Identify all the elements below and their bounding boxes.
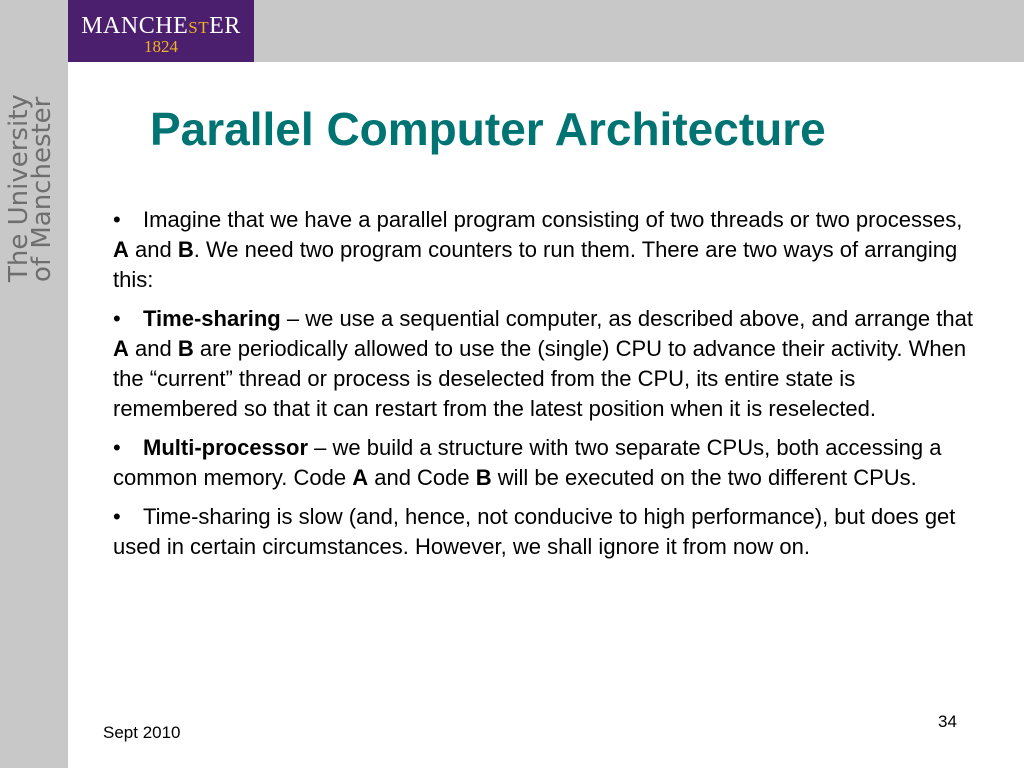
footer-date: Sept 2010 — [103, 723, 181, 742]
bullet-paragraph: • Time-sharing – we use a sequential computer, as described above, and arrange that A and B are periodically allowed to use the (single) CPU to advance their activity. When the “current” thread or process is deselected from the CPU, its entire state is remembered so that it can restart from the latest position when it is reselected. — [113, 306, 973, 421]
bullet-icon: • — [113, 207, 121, 232]
page-number: 34 — [938, 712, 957, 731]
bullet-icon: • — [113, 306, 121, 331]
bullet-paragraph: • Multi-processor – we build a structure with two separate CPUs, both accessing a common memory. Code A and Code B will be executed on the two different CPUs. — [113, 435, 942, 490]
bullet-paragraph: • Imagine that we have a parallel program consisting of two threads or two processes, A and B. We need two program counters to run them. There are two ways of arranging this: — [113, 207, 963, 292]
logo-year: 1824 — [144, 37, 178, 56]
bullet-icon: • — [113, 435, 121, 460]
slide-title: Parallel Computer Architecture — [150, 103, 826, 155]
bullet-icon: • — [113, 504, 121, 529]
logo-wordmark: MANCHESTER — [81, 13, 241, 39]
sidebar-band — [0, 62, 68, 768]
bullet-paragraph: • Time-sharing is slow (and, hence, not conducive to high performance), but does get used in certain circumstances. However, we shall ignore it from now on. — [113, 504, 956, 559]
university-name: The University of Manchester — [4, 94, 57, 282]
manchester-logo — [68, 0, 254, 62]
slide-body — [113, 205, 983, 571]
